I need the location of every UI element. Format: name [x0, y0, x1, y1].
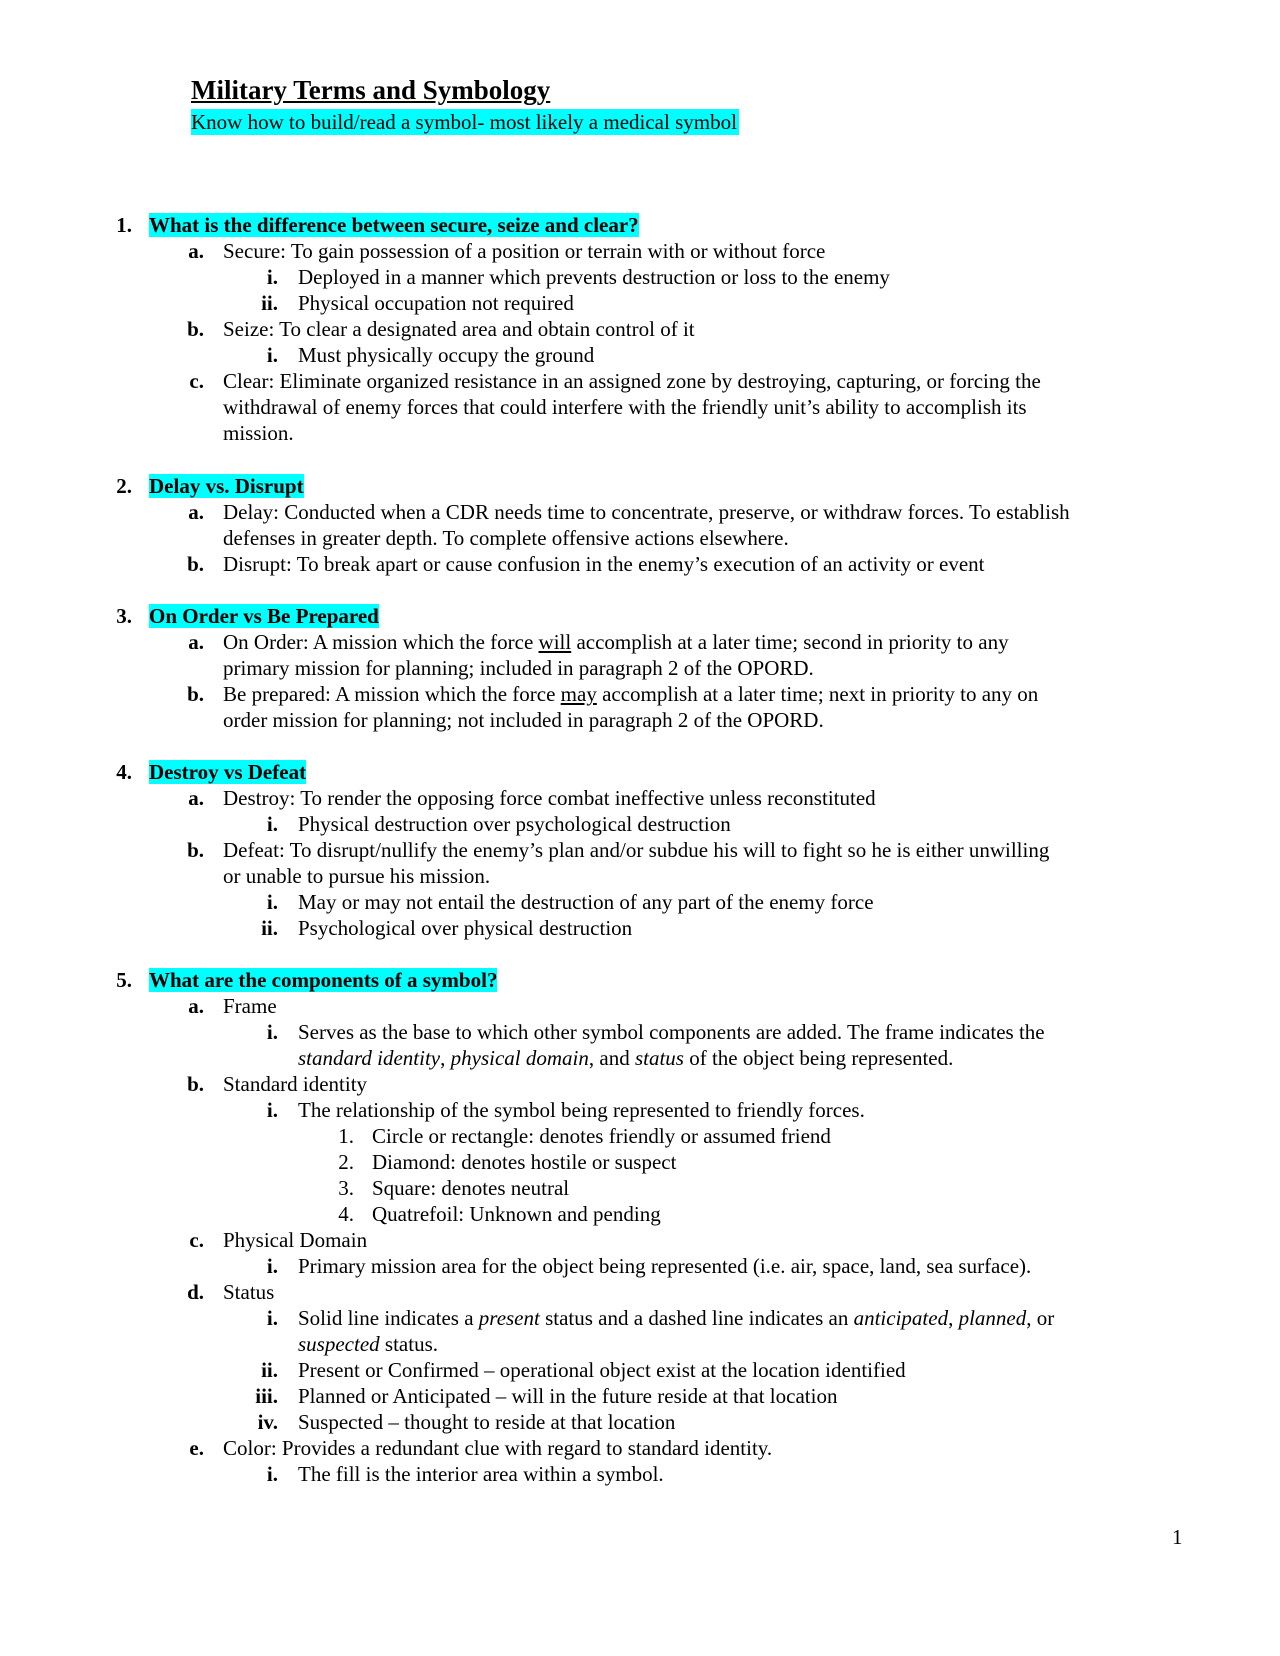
- item-label: b.: [187, 552, 204, 576]
- item-text: withdrawal of enemy forces that could interfere with the friendly unit’s ability to accomplish its: [223, 395, 1027, 419]
- subitem-text: Serves as the base to which other symbol components are added. The frame indicates the: [298, 1020, 1045, 1044]
- item-label: a.: [188, 994, 204, 1018]
- section-heading: Destroy vs Defeat: [149, 760, 307, 784]
- subitem-label: i.: [266, 1254, 278, 1278]
- subitem-text: Psychological over physical destruction: [298, 916, 633, 940]
- item-text: Secure: To gain possession of a position or terrain with or without force: [223, 239, 826, 263]
- list-item-text: Quatrefoil: Unknown and pending: [372, 1202, 661, 1226]
- item-label: a.: [188, 630, 204, 654]
- subitem-text: The fill is the interior area within a symbol.: [298, 1462, 664, 1486]
- subitem-text: Physical destruction over psychological destruction: [298, 812, 731, 836]
- item-label: c.: [189, 369, 204, 393]
- list-item-number: 3.: [338, 1176, 354, 1200]
- subitem-text: Suspected – thought to reside at that location: [298, 1410, 676, 1434]
- subitem-label: iii.: [255, 1384, 278, 1408]
- list-item-text: Circle or rectangle: denotes friendly or assumed friend: [372, 1124, 831, 1148]
- list-item-number: 4.: [338, 1202, 354, 1226]
- item-label: b.: [187, 1072, 204, 1096]
- item-label: a.: [188, 239, 204, 263]
- item-label: e.: [189, 1436, 204, 1460]
- subitem-label: i.: [266, 1306, 278, 1330]
- list-item-text: Diamond: denotes hostile or suspect: [372, 1150, 677, 1174]
- subitem-label: iv.: [257, 1410, 278, 1434]
- subitem-label: i.: [266, 265, 278, 289]
- item-text: Physical Domain: [223, 1228, 368, 1252]
- section-heading: On Order vs Be Prepared: [149, 604, 379, 628]
- item-text: Defeat: To disrupt/nullify the enemy’s plan and/or subdue his will to fight so he is either unwilling: [223, 838, 1050, 862]
- subitem-label: ii.: [261, 1358, 278, 1382]
- item-text: mission.: [223, 421, 294, 445]
- item-text: Seize: To clear a designated area and obtain control of it: [223, 317, 695, 341]
- page-title: Military Terms and Symbology: [191, 75, 551, 105]
- subitem-label: ii.: [261, 916, 278, 940]
- subitem-text: Deployed in a manner which prevents destruction or loss to the enemy: [298, 265, 890, 289]
- item-text: On Order: A mission which the force will accomplish at a later time; second in priority to any: [223, 630, 1009, 654]
- subitem-text: Present or Confirmed – operational object exist at the location identified: [298, 1358, 906, 1382]
- item-text: order mission for planning; not included in paragraph 2 of the OPORD.: [223, 708, 824, 732]
- subitem-text: Must physically occupy the ground: [298, 343, 595, 367]
- item-text: defenses in greater depth. To complete offensive actions elsewhere.: [223, 526, 789, 550]
- item-text: Color: Provides a redundant clue with regard to standard identity.: [223, 1436, 773, 1460]
- subitem-label: i.: [266, 1020, 278, 1044]
- subitem-text: May or may not entail the destruction of any part of the enemy force: [298, 890, 874, 914]
- item-label: a.: [188, 786, 204, 810]
- item-text: Clear: Eliminate organized resistance in an assigned zone by destroying, capturing, or forcing the: [223, 369, 1041, 393]
- section-heading: What are the components of a symbol?: [149, 968, 498, 992]
- page-number: 1: [1172, 1525, 1183, 1549]
- subitem-text: Physical occupation not required: [298, 291, 574, 315]
- subitem-label: i.: [266, 1098, 278, 1122]
- list-item-number: 1.: [338, 1124, 354, 1148]
- subitem-text: Planned or Anticipated – will in the future reside at that location: [298, 1384, 838, 1408]
- item-label: c.: [189, 1228, 204, 1252]
- item-text: Frame: [223, 994, 277, 1018]
- page-subtitle: Know how to build/read a symbol- most likely a medical symbol: [191, 110, 737, 134]
- section-number: 5.: [116, 968, 132, 992]
- item-text: Status: [223, 1280, 275, 1304]
- item-text: Delay: Conducted when a CDR needs time to concentrate, preserve, or withdraw forces. To establish: [223, 500, 1070, 524]
- section-number: 1.: [116, 213, 132, 237]
- item-label: b.: [187, 317, 204, 341]
- item-label: b.: [187, 838, 204, 862]
- list-item-number: 2.: [338, 1150, 354, 1174]
- subitem-text: Primary mission area for the object being represented (i.e. air, space, land, sea surface).: [298, 1254, 1032, 1278]
- subitem-text: suspected status.: [298, 1332, 438, 1356]
- subitem-label: i.: [266, 1462, 278, 1486]
- subitem-label: i.: [266, 812, 278, 836]
- section-heading: Delay vs. Disrupt: [149, 474, 304, 498]
- item-label: d.: [187, 1280, 204, 1304]
- subitem-label: ii.: [261, 291, 278, 315]
- subitem-text: Solid line indicates a present status and a dashed line indicates an anticipated, planned, or: [298, 1306, 1055, 1330]
- item-text: Destroy: To render the opposing force combat ineffective unless reconstituted: [223, 786, 876, 810]
- item-text: Disrupt: To break apart or cause confusion in the enemy’s execution of an activity or event: [223, 552, 985, 576]
- section-number: 3.: [116, 604, 132, 628]
- section-heading: What is the difference between secure, seize and clear?: [149, 213, 639, 237]
- item-text: Standard identity: [223, 1072, 368, 1096]
- subitem-text: standard identity, physical domain, and status of the object being represented.: [298, 1046, 954, 1070]
- section-number: 2.: [116, 474, 132, 498]
- subitem-text: The relationship of the symbol being represented to friendly forces.: [298, 1098, 865, 1122]
- section-number: 4.: [116, 760, 132, 784]
- subitem-label: i.: [266, 343, 278, 367]
- item-label: a.: [188, 500, 204, 524]
- item-text: or unable to pursue his mission.: [223, 864, 491, 888]
- item-text: Be prepared: A mission which the force may accomplish at a later time; next in priority to any on: [223, 682, 1039, 706]
- list-item-text: Square: denotes neutral: [372, 1176, 570, 1200]
- item-text: primary mission for planning; included in paragraph 2 of the OPORD.: [223, 656, 814, 680]
- item-label: b.: [187, 682, 204, 706]
- subitem-label: i.: [266, 890, 278, 914]
